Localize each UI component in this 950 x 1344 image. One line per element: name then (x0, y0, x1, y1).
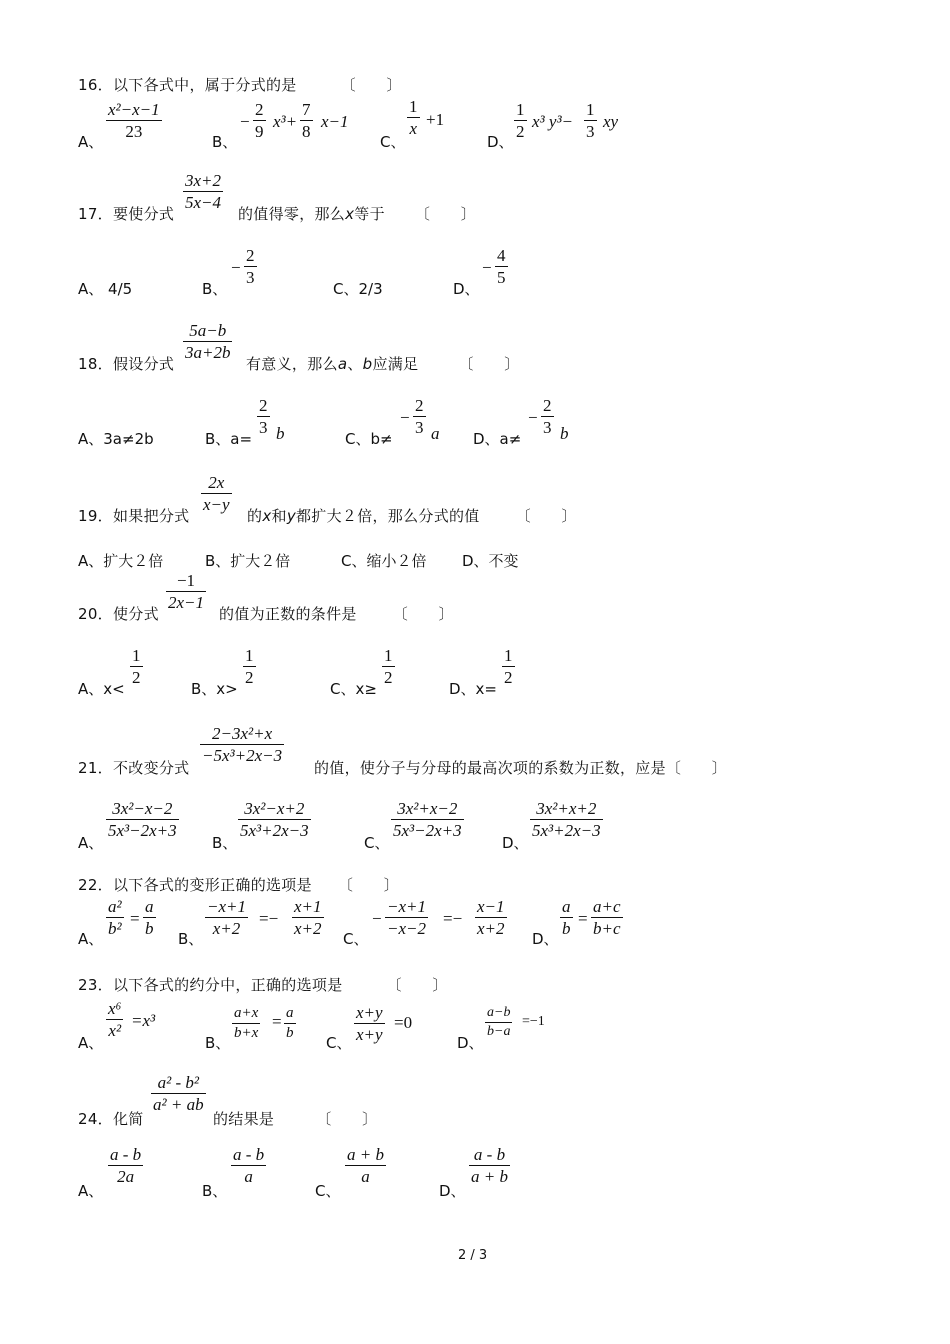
q22-option-c-frac1: −x+1 −x−2 (387, 897, 426, 938)
q16-option-c-fraction: 1 x (409, 97, 418, 138)
q21-option-c-fraction: 3x²+x−2 5x³−2x+3 (393, 799, 462, 840)
q23-option-a-label: A、 (78, 1034, 104, 1052)
q24-option-c-label: C、 (315, 1182, 341, 1200)
q16-option-b-mid: x³+ (273, 112, 298, 131)
q17-option-c: C、2/3 (333, 280, 383, 298)
q18-fraction: 5a−b 3a+2b (185, 321, 231, 362)
q23-option-a-fraction: x⁶ x² (108, 999, 122, 1040)
q23-option-b-eq: = (272, 1012, 282, 1031)
q21-fraction: 2−3x²+x −5x³+2x−3 (202, 724, 283, 765)
q23-option-b-label: B、 (205, 1034, 231, 1052)
q23-option-d-label: D、 (457, 1034, 484, 1052)
q24-option-b-fraction: a - b a (233, 1145, 265, 1186)
q22-option-b-label: B、 (178, 930, 204, 948)
q17-option-a: A、 4/5 (78, 280, 133, 298)
q17-option-b-fraction: 2 3 (246, 246, 255, 287)
q19-stem-post: 的x和y都扩大２倍，那么分式的值 〔 〕 (247, 507, 577, 525)
q17-option-b-label: B、 (202, 280, 228, 298)
q16-option-b-end: x−1 (321, 112, 349, 131)
q17-option-d-fraction: 4 5 (497, 246, 506, 287)
q17-option-d-label: D、 (453, 280, 480, 298)
q22-option-d-frac1: a b (562, 897, 571, 938)
q22-option-b-eq: =− (259, 909, 279, 928)
q24-option-c-fraction: a + b a (347, 1145, 384, 1186)
q17-stem-pre: 17．要使分式 (78, 205, 175, 223)
q21-option-b-fraction: 3x²−x+2 5x³+2x−3 (240, 799, 309, 840)
q19-fraction: 2x x−y (203, 473, 230, 514)
q16-option-d-frac2: 1 3 (586, 100, 595, 141)
q23-option-d-fraction: a−b b−a (487, 1005, 511, 1039)
q20-option-d-label: D、x= (449, 680, 497, 698)
q20-option-a-fraction: 1 2 (132, 646, 141, 687)
q18-option-c-label: C、b≠ (345, 430, 393, 448)
q20-option-a-label: A、x< (78, 680, 125, 698)
q17-stem-post: 的值得零，那么x等于 〔 〕 (238, 205, 477, 223)
q21-option-a-label: A、 (78, 834, 104, 852)
q22-option-d-frac2: a+c b+c (593, 897, 621, 938)
q23-option-b-frac1: a+x b+x (234, 1005, 259, 1041)
q18-stem-post: 有意义，那么a、b应满足 〔 〕 (246, 355, 520, 373)
q24-option-a-label: A、 (78, 1182, 104, 1200)
q20-option-c-label: C、x≥ (330, 680, 377, 698)
q19-option-c: C、缩小２倍 (341, 552, 427, 570)
q16-option-d-frac1: 1 2 (516, 100, 525, 141)
q16-option-b-frac2: 7 8 (302, 100, 311, 141)
q20-option-c-fraction: 1 2 (384, 646, 393, 687)
q16-option-d-end: xy (603, 112, 619, 131)
q22-option-c-minus: − (372, 909, 382, 928)
q19-option-a: A、扩大２倍 (78, 552, 164, 570)
q21-option-a-fraction: 3x²−x−2 5x³−2x+3 (108, 799, 177, 840)
q20-fraction: −1 2x−1 (168, 571, 205, 612)
q24-option-b-label: B、 (202, 1182, 228, 1200)
q23-option-c-label: C、 (326, 1034, 352, 1052)
q18-option-b-fraction: 2 3 (259, 396, 268, 437)
q22-option-b-frac1: −x+1 x+2 (207, 897, 246, 938)
q24-stem-post: 的结果是 〔 〕 (213, 1110, 378, 1128)
q23-option-d-result: =−1 (522, 1014, 545, 1029)
q20-option-b-label: B、x> (191, 680, 238, 698)
q23-option-c-result: =0 (394, 1013, 413, 1032)
q22-option-c-frac2: x−1 x+2 (477, 897, 505, 938)
q18-option-d-minus: − (528, 408, 538, 427)
q20-stem-pre: 20．使分式 (78, 605, 159, 623)
q22-option-b-frac2: x+1 x+2 (294, 897, 322, 938)
q22-option-a-frac2: a b (145, 897, 154, 938)
q18-option-c-var: a (431, 424, 440, 443)
q19-stem-pre: 19．如果把分式 (78, 507, 190, 525)
q22-option-c-label: C、 (343, 930, 369, 948)
page-number: 2 / 3 (458, 1248, 488, 1263)
q20-option-b-fraction: 1 2 (245, 646, 254, 687)
q18-option-b-var: b (276, 424, 285, 443)
q18-option-d-label: D、a≠ (473, 430, 522, 448)
q18-option-d-var: b (560, 424, 569, 443)
q23-option-b-frac2: a b (286, 1005, 294, 1041)
q18-option-c-minus: − (400, 408, 410, 427)
q17-fraction: 3x+2 5x−4 (185, 171, 222, 212)
q18-stem-pre: 18．假设分式 (78, 355, 175, 373)
q24-stem-pre: 24．化简 (78, 1110, 144, 1128)
q16-option-b-frac1: 2 9 (255, 100, 264, 141)
q16-option-b-minus: − (240, 112, 250, 131)
q16-option-c-end: +1 (426, 110, 445, 129)
q20-option-d-fraction: 1 2 (504, 646, 513, 687)
q16-stem: 16．以下各式中，属于分式的是 〔 〕 (78, 76, 402, 94)
q22-stem: 22．以下各式的变形正确的选项是 〔 〕 (78, 876, 400, 894)
q18-option-d-fraction: 2 3 (543, 396, 552, 437)
q20-stem-post: 的值为正数的条件是 〔 〕 (219, 605, 454, 623)
q23-option-a-result: =x³ (131, 1011, 156, 1030)
q18-option-a: A、3a≠2b (78, 430, 154, 448)
q24-fraction: a² - b² a² + ab (153, 1073, 204, 1114)
q24-option-d-fraction: a - b a + b (471, 1145, 508, 1186)
q22-option-d-label: D、 (532, 930, 559, 948)
q16-option-c-label: C、 (380, 133, 406, 151)
q19-option-b: B、扩大２倍 (205, 552, 291, 570)
q22-option-a-frac1: a² b² (108, 897, 122, 938)
q16-option-d-label: D、 (487, 133, 514, 151)
q23-stem: 23．以下各式的约分中，正确的选项是 〔 〕 (78, 976, 448, 994)
q24-option-a-fraction: a - b 2a (110, 1145, 142, 1186)
q23-option-c-fraction: x+y x+y (356, 1003, 383, 1044)
q22-option-d-eq: = (578, 909, 588, 928)
q22-option-a-label: A、 (78, 930, 104, 948)
q19-option-d: D、不变 (462, 552, 519, 570)
q21-option-b-label: B、 (212, 834, 238, 852)
q16-option-d-mid: x³ y³− (532, 112, 574, 131)
q18-option-b-label: B、a= (205, 430, 253, 448)
q16-option-a-label: A、 (78, 133, 104, 151)
q21-stem-post: 的值，使分子与分母的最高次项的系数为正数，应是〔 〕 (314, 759, 728, 777)
q22-option-a-eq: = (130, 909, 140, 928)
q16-option-a-fraction: x²−x−1 23 (108, 100, 160, 141)
q21-option-c-label: C、 (364, 834, 390, 852)
q21-option-d-fraction: 3x²+x+2 5x³+2x−3 (532, 799, 601, 840)
q18-option-c-fraction: 2 3 (415, 396, 424, 437)
q21-stem-pre: 21．不改变分式 (78, 759, 190, 777)
q24-option-d-label: D、 (439, 1182, 466, 1200)
q22-option-c-eq: =− (443, 909, 463, 928)
q21-option-d-label: D、 (502, 834, 529, 852)
q17-option-b-minus: − (231, 258, 241, 277)
q16-option-b-label: B、 (212, 133, 238, 151)
q17-option-d-minus: − (482, 258, 492, 277)
